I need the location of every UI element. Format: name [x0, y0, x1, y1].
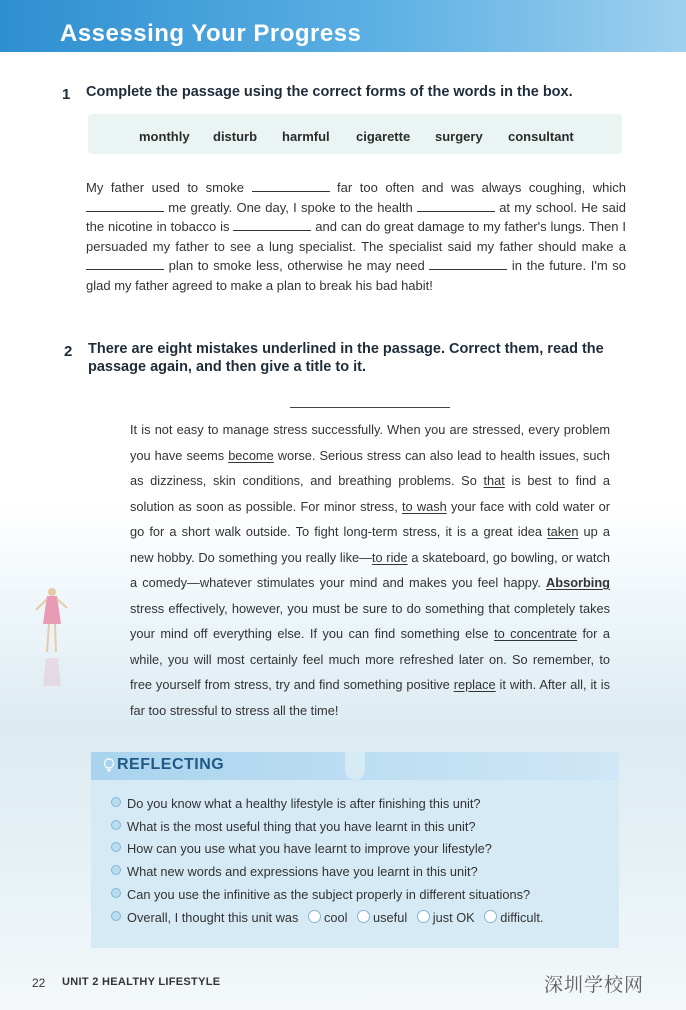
passage-text: My father used to smoke	[86, 180, 244, 195]
passage-text: up a new hobby. Do something you really like—	[130, 524, 611, 565]
radio-icon[interactable]	[417, 910, 430, 923]
passage-text: plan to smoke less, otherwise he may need	[168, 258, 425, 273]
word-item: disturb	[213, 129, 258, 144]
question-text: Can you use the infinitive as the subject properly in different situations?	[127, 887, 531, 902]
word-item: consultant	[508, 129, 574, 144]
overall-prefix: Overall, I thought this unit was	[127, 910, 299, 925]
exercise-2-passage	[130, 417, 610, 723]
answer-blank[interactable]	[86, 199, 164, 212]
reflect-question	[111, 887, 530, 902]
word-item: cigarette	[356, 129, 411, 144]
exercise-2-instruction: There are eight mistakes underlined in the passage. Correct them, read the passage again, and then give a title to it.	[88, 341, 604, 375]
reflecting-header	[91, 752, 619, 780]
passage-text: stress effectively, however, you must be sure to do something that completely takes your mind off everything else. If you can find something else	[130, 600, 610, 641]
passage-text: is best to find a solution as soon as possible. For minor stress,	[130, 473, 610, 514]
reflecting-title: REFLECTING	[117, 756, 225, 773]
answer-blank[interactable]	[86, 257, 164, 270]
question-text: What is the most useful thing that you have learnt in this unit?	[127, 819, 476, 834]
bullet-icon	[111, 842, 121, 852]
underlined-mistake: replace	[453, 677, 496, 692]
bullet-icon	[111, 888, 121, 898]
underlined-mistake: become	[228, 447, 274, 463]
underlined-mistake: to concentrate	[494, 626, 578, 641]
exercise-1-passage	[86, 178, 626, 295]
passage-text: me greatly. One day, I spoke to the health	[168, 199, 413, 215]
reflect-question	[111, 819, 476, 834]
bullet-icon	[111, 911, 121, 921]
page-number: 22	[32, 976, 46, 990]
underlined-mistake: that	[483, 473, 505, 488]
passage-text: a skateboard, go bowling, or watch a comedy—whatever stimulates your mind and makes you feel happy.	[130, 549, 610, 590]
radio-icon[interactable]	[308, 910, 321, 923]
radio-icon[interactable]	[357, 910, 370, 923]
page-title: Assessing Your Progress	[60, 20, 362, 47]
answer-blank[interactable]	[417, 199, 495, 212]
watermark: 深圳学校网	[544, 974, 645, 996]
overall-rating	[111, 910, 543, 925]
reflect-question	[111, 796, 481, 811]
unit-label: UNIT 2 HEALTHY LIFESTYLE	[62, 976, 221, 988]
passage-text: it with. After all, it is far too stressful to stress all the time!	[130, 677, 610, 718]
option-just-ok[interactable]: just OK	[432, 910, 475, 925]
bullet-icon	[111, 865, 121, 875]
answer-blank[interactable]	[429, 257, 507, 270]
lightbulb-icon	[103, 758, 115, 772]
question-text: How can you use what you have learnt to improve your lifestyle?	[127, 841, 492, 856]
word-item: surgery	[435, 129, 483, 144]
underlined-mistake: taken	[547, 524, 579, 539]
reflecting-panel	[91, 752, 619, 948]
word-item: monthly	[139, 129, 190, 144]
passage-text: your face with cold water or go for a short walk outside. To fight long-term stress, it is a great idea	[130, 498, 610, 539]
reflect-question	[111, 864, 478, 879]
option-difficult[interactable]: difficult.	[500, 910, 544, 925]
underlined-mistake: to wash	[401, 498, 447, 514]
bullet-icon	[111, 820, 121, 830]
question-text: What new words and expressions have you learnt in this unit?	[127, 864, 478, 879]
passage-text: far too often and was always coughing, which	[337, 180, 626, 195]
answer-blank[interactable]	[233, 218, 311, 231]
passage-text: in the future. I'm so glad my father agreed to make a plan to break his bad habit!	[86, 258, 626, 293]
girl-on-beach-illustration	[34, 586, 74, 696]
question-text: Do you know what a healthy lifestyle is after finishing this unit?	[127, 796, 481, 811]
underlined-mistake: to ride	[371, 549, 408, 565]
passage-text: and can do great damage to my father's lungs. Then I persuaded my father to see a lung specialist. The specialist said my father should make a	[86, 219, 626, 254]
option-cool[interactable]: cool	[323, 910, 348, 925]
bullet-icon	[111, 797, 121, 807]
reflect-question	[111, 841, 492, 856]
radio-icon[interactable]	[484, 910, 497, 923]
passage-text: It is not easy to manage stress successfully. When you are stressed, every problem you have seems	[130, 422, 610, 463]
option-useful[interactable]: useful	[373, 910, 408, 925]
passage-text: at my school. He said the nicotine in tobacco is	[86, 199, 626, 234]
exercise-1-instruction: Complete the passage using the correct forms of the words in the box.	[86, 84, 573, 100]
answer-blank[interactable]	[252, 179, 330, 192]
exercise-2-number: 2	[64, 343, 73, 360]
word-box	[88, 114, 622, 154]
passage-text: for a while, you will most certainly feel much more refreshed later on. So remember, to free yourself from stress, try and find something positive	[130, 626, 610, 692]
header-notch	[345, 752, 365, 780]
header-bar	[0, 0, 686, 52]
exercise-1-number: 1	[62, 86, 71, 103]
underlined-mistake: Absorbing	[546, 575, 610, 590]
word-item: harmful	[282, 129, 330, 144]
title-blank[interactable]	[290, 407, 450, 408]
passage-text: worse. Serious stress can also lead to health issues, such as dizziness, skin conditions, and breathing problems. So	[130, 447, 610, 488]
